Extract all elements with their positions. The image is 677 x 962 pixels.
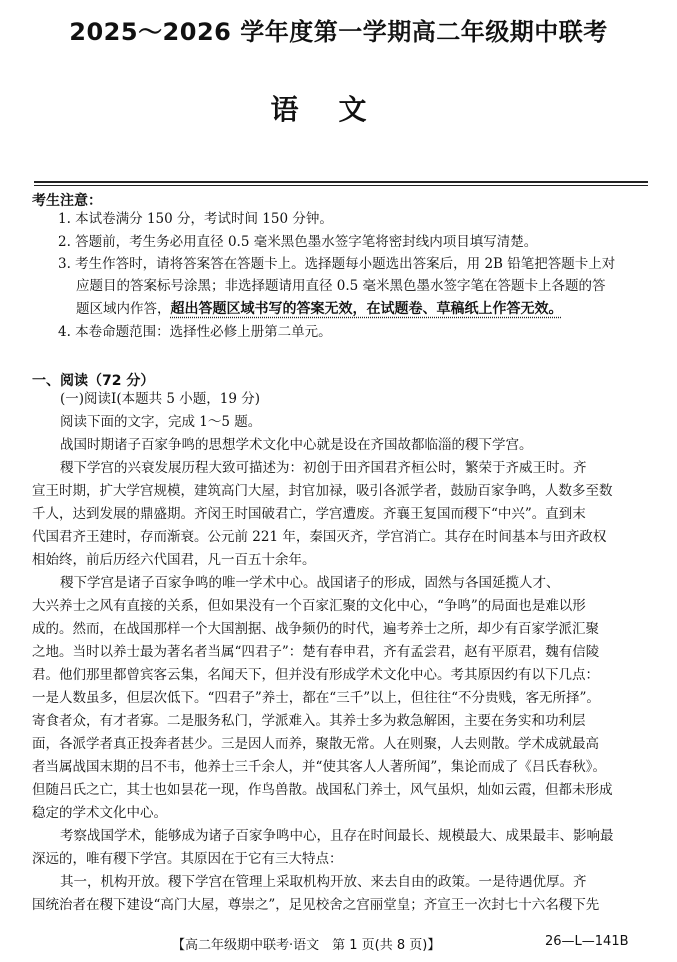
instruction: 阅读下面的文字，完成 1～5 题。 [60, 414, 262, 430]
notice-item: 1. 本试卷满分 150 分，考试时间 150 分钟。 [58, 211, 333, 227]
passage-line: 一是人数虽多，但层次低下。“四君子”养士，都在“三千”以上，但往往“不分贵贱，客无所择”。 [32, 690, 600, 706]
passage-line: 稷下学宫的兴衰发展历程大致可描述为：初创于田齐国君齐桓公时，繁荣于齐威王时。齐 [60, 460, 587, 476]
passage-line: 稷下学宫是诸子百家争鸣的唯一学术中心。战国诸子的形成，固然与各国延揽人才、 [60, 575, 560, 591]
notice-item-continuation: 应题目的答案标号涂黑；非选择题请用直径 0.5 毫米黑色墨水签字笔在答题卡上各题的答 [76, 278, 606, 294]
passage-line: 者当属战国末期的吕不韦，他养士三千余人，并“使其客人人著所闻”，集论而成了《吕氏春秋》。 [32, 759, 607, 775]
exam-title: 2025～2026 学年度第一学期高二年级期中联考 [69, 18, 608, 46]
notice-item: 3. 考生作答时，请将答案答在答题卡上。选择题每小题选出答案后，用 2B 铅笔把答题卡上对 [58, 256, 616, 272]
passage-line: 之地。当时以养士最为著名者当属“四君子”：楚有春申君，齐有孟尝君，赵有平原君，魏有信陵 [32, 644, 600, 660]
notice-item: 2. 答题前，考生务必用直径 0.5 毫米黑色墨水签字笔将密封线内项目填写清楚。 [58, 234, 538, 250]
passage-line: 千人，达到发展的鼎盛期。齐闵王时国破君亡，学宫遭废。齐襄王复国而稷下“中兴”。直到末 [32, 506, 586, 522]
passage-line: 面，各派学者真正投奔者甚少。三是因人而养，聚散无常。人在则聚，人去则散。学术成就最高 [32, 736, 599, 752]
notice-heading: 考生注意： [32, 193, 102, 209]
passage-line: 其一，机构开放。稷下学宫在管理上采取机构开放、来去自由的政策。一是待遇优厚。齐 [60, 874, 587, 890]
passage-line: 战国时期诸子百家争鸣的思想学术文化中心就是设在齐国故都临淄的稷下学宫。 [60, 437, 533, 453]
subject-title: 语文 [270, 93, 407, 126]
footer-code: 26—L—141B [545, 934, 629, 949]
passage-line: 但随吕氏之亡，其士也如昙花一现，作鸟兽散。战国私门养士，风气虽炽，灿如云霞，但都未形成 [32, 782, 613, 798]
divider-thin [34, 185, 648, 186]
passage-line: 代国君齐王建时，存而渐衰。公元前 221 年，秦国灭齐，学宫消亡。其存在时间基本与田齐政权 [32, 529, 607, 545]
passage-line: 考察战国学术，能够成为诸子百家争鸣中心，且存在时间最长、规模最大、成果最丰、影响最 [60, 828, 614, 844]
passage-line: 君。他们那里都曾宾客云集，名闻天下，但并没有形成学术文化中心。考其原因约有以下几点： [32, 667, 599, 683]
footer-page-info: 【高二年级期中联考·语文 第 1 页(共 8 页)】 [172, 938, 441, 953]
divider-thick [34, 181, 648, 183]
passage-line: 大兴养士之风有直接的关系，但如果没有一个百家汇聚的文化中心，“争鸣”的局面也是难以形 [32, 598, 586, 614]
passage-line: 深远的，唯有稷下学宫。其原因在于它有三大特点： [32, 851, 343, 867]
subsection-title: (一)阅读Ⅰ(本题共 5 小题，19 分) [60, 391, 261, 407]
passage-line: 寄食者众，有才者寡。二是服务私门，学派难入。其养士多为救急解困，主要在务实和功利层 [32, 713, 586, 729]
passage-line: 宣王时期，扩大学宫规模，建筑高门大屋，封官加禄，吸引各派学者，鼓励百家争鸣，人数多至数 [32, 483, 613, 499]
notice-item-continuation [76, 302, 563, 317]
notice-item: 4. 本卷命题范围：选择性必修上册第二单元。 [58, 324, 332, 340]
notice-item-text: 题区域内作答， [76, 301, 171, 317]
passage-line: 国统治者在稷下建设“高门大屋，尊崇之”，足见校舍之宫丽堂皇；齐宣王一次封七十六名稷下先 [32, 897, 600, 913]
passage-line: 相始终，前后历经六代国君，凡一百五十余年。 [32, 552, 316, 568]
section-heading: 一、阅读（72 分） [32, 373, 155, 389]
notice-emphasis: 超出答题区域书写的答案无效，在试题卷、草稿纸上作答无效。 [170, 301, 563, 317]
passage-line: 成的。然而，在战国那样一个大国割据、战争频仍的时代，遍考养士之所，却少有百家学派汇聚 [32, 621, 599, 637]
passage-line: 稳定的学术文化中心。 [32, 805, 167, 821]
